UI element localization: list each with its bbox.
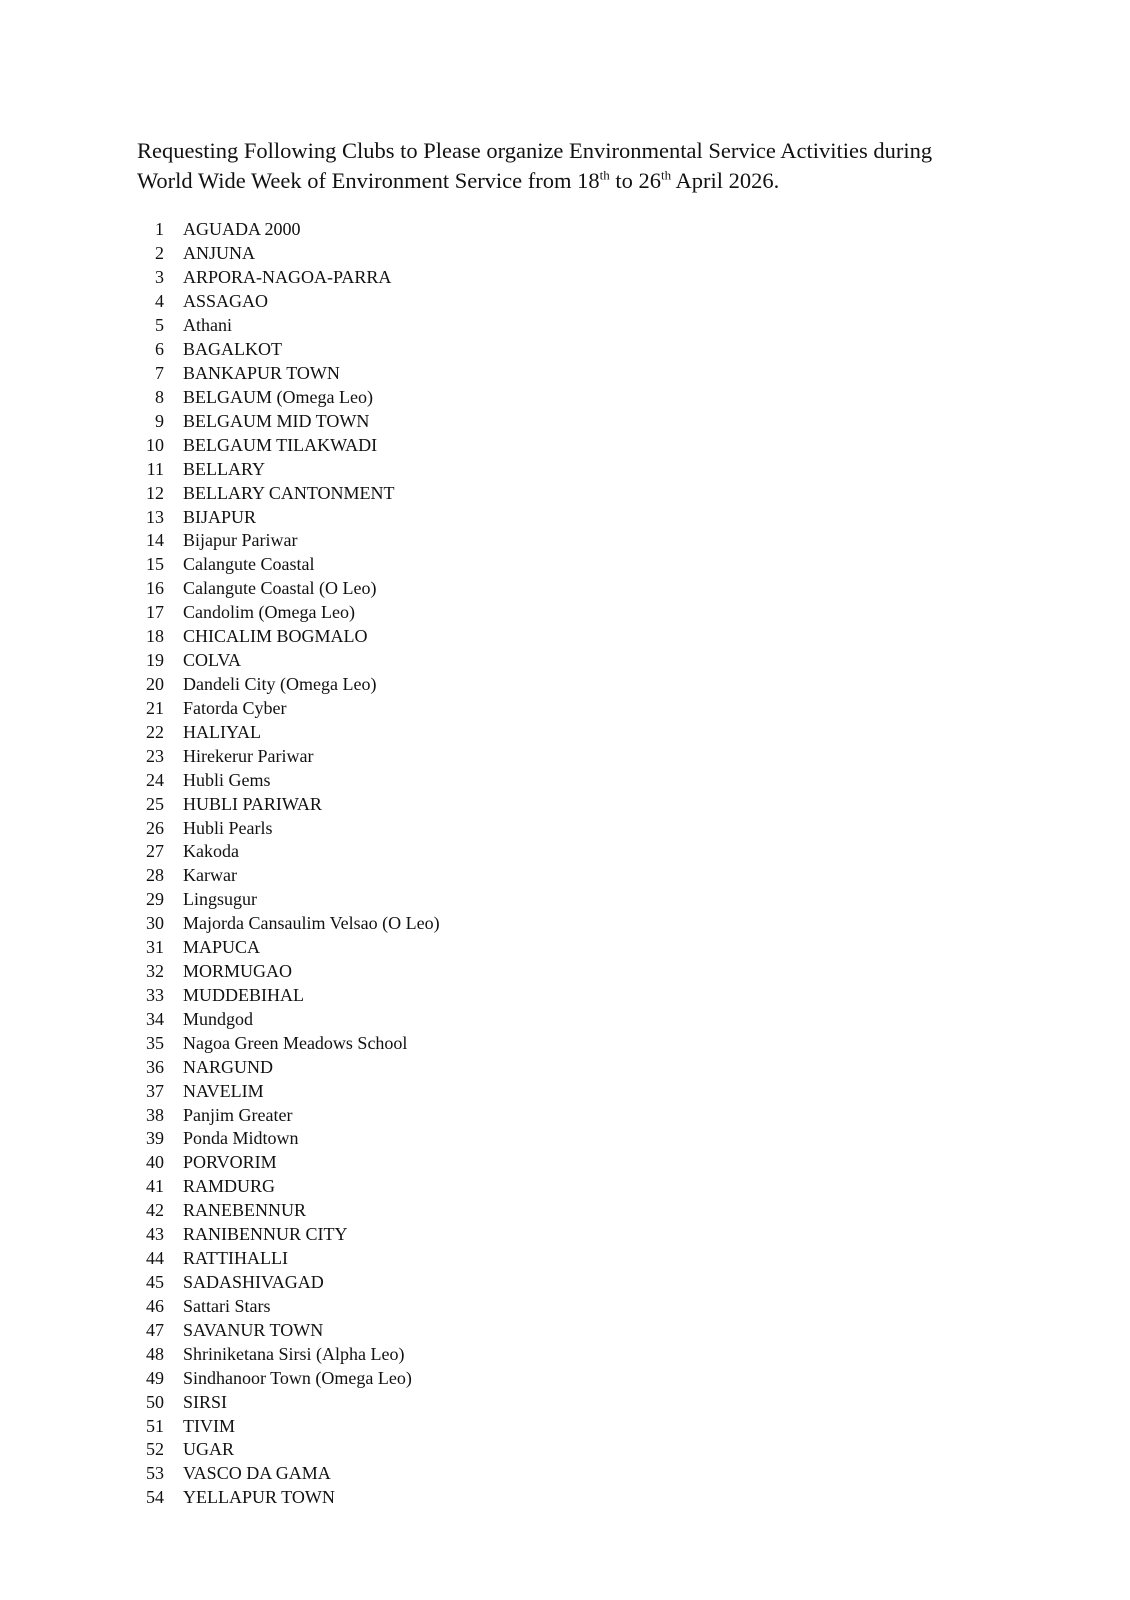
club-name: TIVIM [183, 1415, 235, 1436]
list-item [136, 553, 440, 577]
heading-line-1: Requesting Following Clubs to Please organize Environmental Service Activities during [137, 138, 933, 163]
list-item [136, 1151, 440, 1175]
list-item [136, 1079, 440, 1103]
club-name: Sattari Stars [183, 1295, 271, 1316]
list-item [136, 1342, 440, 1366]
list-item [136, 720, 440, 744]
list-item [136, 1366, 440, 1390]
club-name: Panjim Greater [183, 1104, 293, 1125]
club-number: 14 [146, 530, 164, 551]
club-name: Mundgod [183, 1008, 254, 1029]
club-number: 4 [155, 291, 164, 312]
club-name: RATTIHALLI [183, 1248, 288, 1269]
list-item [136, 792, 440, 816]
club-number: 28 [146, 865, 164, 886]
club-number: 53 [146, 1463, 164, 1484]
list-item [136, 1318, 440, 1342]
club-name: Candolim (Omega Leo) [183, 602, 355, 623]
club-number: 32 [146, 961, 164, 982]
list-item [136, 1175, 440, 1199]
list-item [136, 960, 440, 984]
club-name: Karwar [183, 865, 237, 886]
list-item [136, 1007, 440, 1031]
list-item [136, 912, 440, 936]
list-item [136, 1462, 440, 1486]
club-name: NAVELIM [183, 1080, 264, 1101]
club-number: 51 [146, 1415, 164, 1436]
club-number: 45 [146, 1272, 164, 1293]
club-number: 24 [146, 769, 164, 790]
club-name: CHICALIM BOGMALO [183, 626, 368, 647]
club-name: Ponda Midtown [183, 1128, 299, 1149]
club-number: 37 [146, 1080, 164, 1101]
club-number: 12 [146, 482, 164, 503]
club-number: 31 [146, 937, 164, 958]
club-number: 30 [146, 913, 164, 934]
list-item [136, 864, 440, 888]
club-number: 54 [146, 1487, 164, 1508]
club-name: Shriniketana Sirsi (Alpha Leo) [183, 1343, 405, 1364]
club-name: AGUADA 2000 [183, 219, 301, 240]
club-name: BIJAPUR [183, 506, 257, 527]
club-name: BELLARY CANTONMENT [183, 482, 395, 503]
club-name: VASCO DA GAMA [183, 1463, 331, 1484]
club-number: 13 [146, 506, 164, 527]
club-name: RANEBENNUR [183, 1200, 307, 1221]
list-item [136, 1414, 440, 1438]
club-number: 9 [155, 410, 164, 431]
list-item [136, 936, 440, 960]
list-item [136, 362, 440, 386]
list-item [136, 625, 440, 649]
club-name: ANJUNA [183, 243, 255, 264]
list-item [136, 840, 440, 864]
list-item [136, 385, 440, 409]
club-number: 3 [155, 267, 164, 288]
club-name: MORMUGAO [183, 961, 293, 982]
club-name: HALIYAL [183, 721, 261, 742]
list-item [136, 744, 440, 768]
list-item [136, 314, 440, 338]
club-number: 35 [146, 1032, 164, 1053]
club-number: 46 [146, 1295, 164, 1316]
club-number: 10 [146, 434, 164, 455]
club-number: 17 [146, 602, 164, 623]
heading-line-2-part-1: World Wide Week of Environment Service from 18 [137, 168, 600, 193]
list-item [136, 1390, 440, 1414]
club-name: BELLARY [183, 458, 266, 479]
club-name: UGAR [183, 1439, 235, 1460]
club-number: 21 [146, 697, 164, 718]
club-number: 20 [146, 673, 164, 694]
club-name: Kakoda [183, 841, 239, 862]
club-name: NARGUND [183, 1056, 273, 1077]
club-number: 39 [146, 1128, 164, 1149]
club-number: 42 [146, 1200, 164, 1221]
club-name: Hubli Gems [183, 769, 271, 790]
club-name: BELGAUM TILAKWADI [183, 434, 378, 455]
club-name: PORVORIM [183, 1152, 277, 1173]
club-name: RANIBENNUR CITY [183, 1224, 348, 1245]
club-name: Majorda Cansaulim Velsao (O Leo) [183, 913, 440, 934]
list-item [136, 1055, 440, 1079]
club-number: 44 [146, 1248, 164, 1269]
list-item [136, 457, 440, 481]
club-name: ASSAGAO [183, 291, 269, 312]
club-name: Fatorda Cyber [183, 697, 287, 718]
club-number: 34 [146, 1008, 164, 1029]
list-item [136, 529, 440, 553]
club-number: 43 [146, 1224, 164, 1245]
list-item [136, 696, 440, 720]
club-name: BANKAPUR TOWN [183, 362, 340, 383]
club-name: Lingsugur [183, 889, 257, 910]
list-item [136, 1031, 440, 1055]
request-heading [137, 136, 1017, 196]
list-item [136, 1127, 440, 1151]
club-number: 2 [155, 243, 164, 264]
list-item [136, 888, 440, 912]
list-item [136, 505, 440, 529]
club-number: 19 [146, 650, 164, 671]
heading-superscript-2: th [661, 167, 672, 183]
club-number: 18 [146, 626, 164, 647]
club-name: MAPUCA [183, 937, 261, 958]
list-item [136, 1271, 440, 1295]
club-name: YELLAPUR TOWN [183, 1487, 335, 1508]
club-number: 8 [155, 386, 164, 407]
club-number: 48 [146, 1343, 164, 1364]
list-item [136, 433, 440, 457]
club-name: Hubli Pearls [183, 817, 273, 838]
club-number: 33 [146, 984, 164, 1005]
club-name: Calangute Coastal [183, 554, 315, 575]
club-number: 52 [146, 1439, 164, 1460]
club-number: 23 [146, 745, 164, 766]
club-number: 1 [155, 219, 164, 240]
club-name: Dandeli City (Omega Leo) [183, 673, 377, 694]
club-number: 27 [146, 841, 164, 862]
list-item [136, 1247, 440, 1271]
club-number: 41 [146, 1176, 164, 1197]
club-number: 25 [146, 793, 164, 814]
club-name: COLVA [183, 650, 242, 671]
club-name: SAVANUR TOWN [183, 1319, 324, 1340]
club-name: RAMDURG [183, 1176, 276, 1197]
club-list [136, 218, 440, 1510]
club-name: ARPORA-NAGOA-PARRA [183, 267, 392, 288]
club-name: SADASHIVAGAD [183, 1272, 324, 1293]
list-item [136, 409, 440, 433]
list-item [136, 1438, 440, 1462]
club-name: Bijapur Pariwar [183, 530, 298, 551]
club-name: BAGALKOT [183, 339, 282, 360]
club-name: Hirekerur Pariwar [183, 745, 314, 766]
club-number: 29 [146, 889, 164, 910]
list-item [136, 1486, 440, 1510]
list-item [136, 577, 440, 601]
list-item [136, 242, 440, 266]
club-name: Nagoa Green Meadows School [183, 1032, 408, 1053]
club-name: Sindhanoor Town (Omega Leo) [183, 1367, 412, 1388]
club-number: 47 [146, 1319, 164, 1340]
list-item [136, 338, 440, 362]
list-item [136, 649, 440, 673]
club-number: 49 [146, 1367, 164, 1388]
list-item [136, 673, 440, 697]
club-number: 6 [155, 339, 164, 360]
club-name: MUDDEBIHAL [183, 984, 304, 1005]
list-item [136, 984, 440, 1008]
club-name: Athani [183, 315, 232, 336]
list-item [136, 601, 440, 625]
list-item [136, 1199, 440, 1223]
club-name: BELGAUM MID TOWN [183, 410, 370, 431]
club-name: BELGAUM (Omega Leo) [183, 386, 373, 407]
club-number: 26 [146, 817, 164, 838]
list-item [136, 768, 440, 792]
heading-line-2-part-2: to 26 [609, 168, 662, 193]
list-item [136, 266, 440, 290]
club-number: 15 [146, 554, 164, 575]
club-number: 38 [146, 1104, 164, 1125]
club-number: 11 [146, 458, 164, 479]
heading-superscript-1: th [599, 167, 610, 183]
club-name: HUBLI PARIWAR [183, 793, 322, 814]
club-name: Calangute Coastal (O Leo) [183, 578, 377, 599]
club-number: 40 [146, 1152, 164, 1173]
list-item [136, 1103, 440, 1127]
club-number: 16 [146, 578, 164, 599]
list-item [136, 1223, 440, 1247]
list-item [136, 218, 440, 242]
club-number: 5 [155, 315, 164, 336]
list-item [136, 1294, 440, 1318]
club-name: SIRSI [183, 1391, 228, 1412]
list-item [136, 290, 440, 314]
list-item [136, 816, 440, 840]
club-number: 22 [146, 721, 164, 742]
heading-line-2-part-3: April 2026. [671, 168, 780, 193]
club-number: 36 [146, 1056, 164, 1077]
club-number: 50 [146, 1391, 164, 1412]
club-number: 7 [155, 362, 164, 383]
list-item [136, 481, 440, 505]
